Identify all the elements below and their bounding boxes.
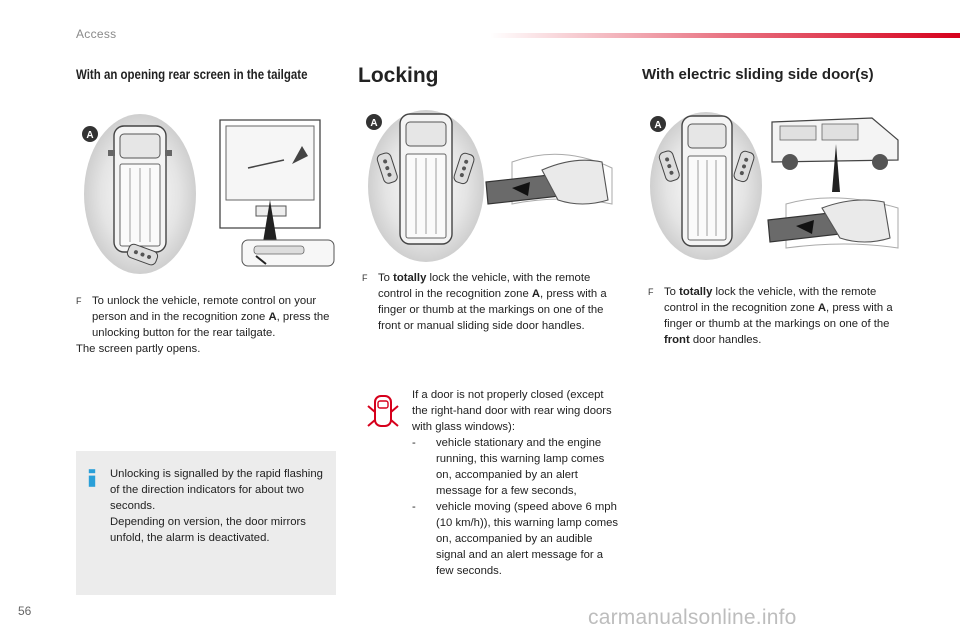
zone-a-badge (650, 116, 666, 132)
bullet-glyph: F (648, 287, 654, 297)
illustration-locking (362, 104, 624, 274)
svg-text:A: A (654, 120, 662, 131)
locking-instruction: F To totally lock the vehicle, with the remote control in the recognition zone A, press with a finger or thumb at the markings on one of the front or manual sliding side door handles. (362, 272, 607, 332)
info-icon (88, 467, 96, 489)
page-number: 56 (18, 604, 32, 618)
section-label: Access (76, 27, 117, 41)
illustration-rear-screen (80, 108, 350, 278)
heading-sliding-door: With electric sliding side door(s) (642, 66, 874, 83)
bullet-glyph: F (362, 273, 368, 283)
tailgate-rear-view (220, 120, 320, 248)
van-side-view (772, 118, 898, 192)
watermark: carmanualsonline.info (588, 606, 797, 629)
door-handle-hand (768, 198, 898, 248)
van-top-view (108, 126, 172, 252)
door-warning-text: If a door is not properly closed (except the right-hand door with rear wing doors with glass windows): - vehicle stationary and the engine running, this warning lamp comes on, accompanied by an alert message for a few seconds, - vehicle moving (speed above 6 mph (10 km/h)), this warning lamp comes on, accompanied by an audible signal and an alert message for a few seconds. (412, 389, 619, 577)
screen-opens-note: The screen partly opens. (76, 343, 201, 355)
zone-a-badge (366, 114, 382, 130)
svg-text:A: A (370, 118, 378, 129)
header-accent-bar (490, 33, 960, 38)
van-top-view (400, 114, 452, 244)
heading-locking: Locking (358, 64, 439, 87)
zone-a-badge (82, 126, 98, 142)
heading-rear-screen: With an opening rear screen in the tailgate (76, 66, 308, 82)
unlock-instruction: F To unlock the vehicle, remote control on your person and in the recognition zone A, press the unlocking button for the rear tailgate. The screen partly opens. (76, 293, 338, 357)
bullet-glyph: F (76, 296, 82, 306)
door-open-warning-icon (366, 392, 400, 430)
tailgate-button-detail (242, 240, 334, 266)
van-top-view (682, 116, 732, 246)
illustration-sliding-door (646, 108, 908, 268)
svg-text:A: A (86, 130, 94, 141)
info-text: Unlocking is signalled by the rapid flashing of the direction indicators for about two seconds. Depending on version, the door mirrors unfold, the alarm is deactivated. (110, 468, 323, 544)
door-handle-hand (486, 154, 612, 204)
sliding-locking-instruction: F To totally lock the vehicle, with the remote control in the recognition zone A, press with a finger or thumb at the markings on one of the front door handles. (648, 286, 893, 346)
